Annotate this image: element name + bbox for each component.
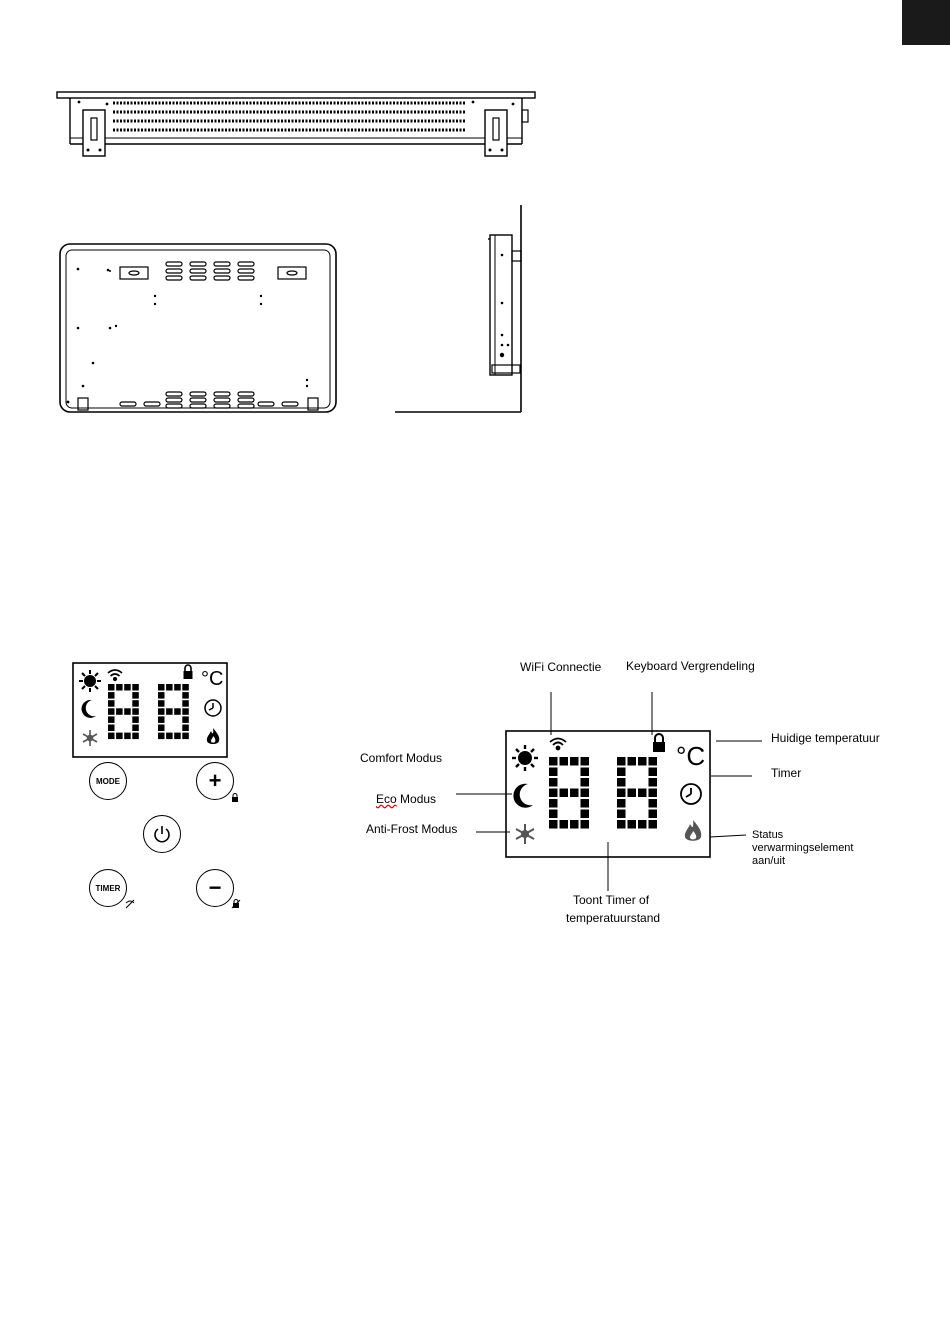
display-callout-line2: temperatuurstand <box>566 911 661 925</box>
timer-callout: Timer <box>771 766 802 780</box>
keyboard-lock-callout: Keyboard Vergrendeling <box>626 659 755 673</box>
status-callout-line3: aan/uit <box>752 855 786 867</box>
large-celsius-label: °C <box>676 741 706 771</box>
comfort-callout: Comfort Modus <box>360 751 443 765</box>
status-callout-line2: verwarmingselement <box>752 842 854 854</box>
eco-callout <box>376 792 436 806</box>
antifrost-callout: Anti-Frost Modus <box>366 822 458 836</box>
eco-rest: Modus <box>396 792 437 806</box>
minus-symbol: − <box>208 875 222 900</box>
plus-symbol: + <box>208 768 222 793</box>
status-callout-line1: Status <box>752 829 784 841</box>
timer-label: TIMER <box>95 883 121 893</box>
small-celsius-label: °C <box>201 668 224 690</box>
eco-word: Eco <box>376 792 397 806</box>
wifi-callout: WiFi Connectie <box>520 660 602 674</box>
display-callout-line1: Toont Timer of <box>573 893 650 907</box>
mode-label: MODE <box>96 776 120 786</box>
current-temp-callout: Huidige temperatuur <box>771 731 880 745</box>
